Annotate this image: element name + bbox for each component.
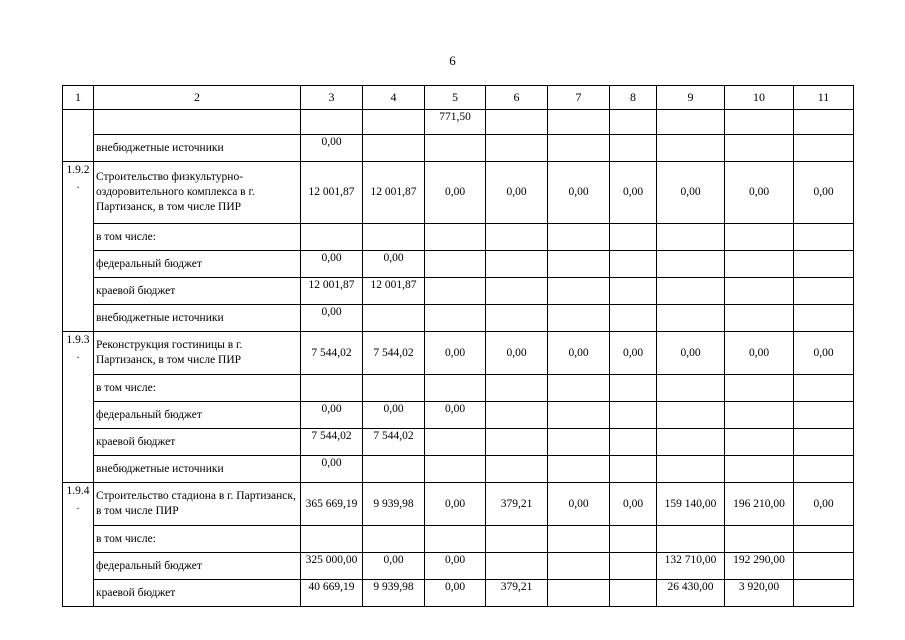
column-number: 10	[725, 86, 794, 110]
value-cell	[548, 251, 610, 278]
column-number: 7	[548, 86, 610, 110]
value-cell	[657, 526, 725, 553]
value-cell	[425, 526, 486, 553]
table-row	[63, 224, 854, 251]
value-cell: 0,00	[425, 332, 486, 375]
value-cell	[725, 456, 794, 483]
value-cell	[363, 224, 425, 251]
value-cell: 7 544,02	[301, 332, 363, 375]
column-number: 11	[794, 86, 854, 110]
value-cell: 0,00	[486, 162, 548, 224]
column-number: 8	[610, 86, 657, 110]
value-cell	[301, 224, 363, 251]
value-cell: 0,00	[794, 483, 854, 526]
project-row	[63, 483, 854, 526]
column-number: 3	[301, 86, 363, 110]
value-cell	[794, 456, 854, 483]
value-cell	[548, 110, 610, 135]
value-cell	[486, 375, 548, 402]
value-cell: 9 939,98	[363, 580, 425, 607]
value-cell	[794, 224, 854, 251]
funding-source-name: внебюджетные источники	[94, 135, 301, 162]
value-cell	[425, 456, 486, 483]
value-cell	[725, 224, 794, 251]
value-cell	[657, 456, 725, 483]
value-cell: 12 001,87	[363, 278, 425, 305]
value-cell	[725, 375, 794, 402]
column-number-row	[63, 86, 854, 110]
value-cell: 379,21	[486, 580, 548, 607]
value-cell	[794, 135, 854, 162]
value-cell: 0,00	[486, 332, 548, 375]
value-cell: 3 920,00	[725, 580, 794, 607]
value-cell: 12 001,87	[301, 278, 363, 305]
value-cell: 0,00	[794, 332, 854, 375]
value-cell	[657, 110, 725, 135]
table-row	[63, 402, 854, 429]
table-row	[63, 135, 854, 162]
funding-source-name: внебюджетные источники	[94, 456, 301, 483]
table-row	[63, 375, 854, 402]
value-cell	[610, 135, 657, 162]
value-cell	[610, 251, 657, 278]
funding-source-name: федеральный бюджет	[94, 251, 301, 278]
value-cell	[301, 110, 363, 135]
value-cell: 0,00	[610, 162, 657, 224]
value-cell	[725, 305, 794, 332]
value-cell	[548, 580, 610, 607]
table-row	[63, 456, 854, 483]
value-cell	[657, 251, 725, 278]
funding-source-name	[94, 110, 301, 135]
value-cell	[725, 135, 794, 162]
value-cell: 0,00	[425, 402, 486, 429]
funding-source-name: внебюджетные источники	[94, 305, 301, 332]
value-cell	[548, 278, 610, 305]
value-cell	[425, 224, 486, 251]
value-cell: 0,00	[363, 553, 425, 580]
table-row	[63, 526, 854, 553]
value-cell	[486, 110, 548, 135]
value-cell: 379,21	[486, 483, 548, 526]
value-cell	[610, 305, 657, 332]
budget-table	[62, 85, 854, 607]
value-cell	[610, 110, 657, 135]
value-cell	[794, 251, 854, 278]
table-row	[63, 251, 854, 278]
value-cell	[610, 429, 657, 456]
row-code	[63, 110, 94, 162]
column-number: 9	[657, 86, 725, 110]
value-cell: 0,00	[610, 483, 657, 526]
value-cell	[363, 456, 425, 483]
value-cell: 12 001,87	[301, 162, 363, 224]
value-cell	[794, 375, 854, 402]
value-cell	[657, 135, 725, 162]
column-number: 6	[486, 86, 548, 110]
value-cell	[548, 402, 610, 429]
value-cell	[486, 305, 548, 332]
row-code: 1.9.4 .	[63, 483, 94, 607]
value-cell: 0,00	[425, 162, 486, 224]
project-name: Строительство стадиона в г. Партизанск, в том числе ПИР	[94, 483, 301, 526]
value-cell: 0,00	[363, 402, 425, 429]
value-cell: 0,00	[301, 305, 363, 332]
value-cell: 0,00	[425, 553, 486, 580]
value-cell: 192 290,00	[725, 553, 794, 580]
value-cell	[425, 305, 486, 332]
value-cell	[425, 429, 486, 456]
value-cell: 0,00	[794, 162, 854, 224]
value-cell: 0,00	[657, 162, 725, 224]
value-cell	[486, 224, 548, 251]
value-cell	[425, 251, 486, 278]
funding-source-name: федеральный бюджет	[94, 553, 301, 580]
value-cell	[610, 456, 657, 483]
value-cell	[548, 135, 610, 162]
funding-source-name: в том числе:	[94, 224, 301, 251]
value-cell	[610, 224, 657, 251]
table-body	[63, 86, 854, 607]
value-cell: 0,00	[301, 135, 363, 162]
value-cell	[548, 224, 610, 251]
table-row	[63, 553, 854, 580]
row-code: 1.9.2 .	[63, 162, 94, 332]
value-cell	[301, 375, 363, 402]
funding-source-name: краевой бюджет	[94, 429, 301, 456]
value-cell	[486, 429, 548, 456]
value-cell: 40 669,19	[301, 580, 363, 607]
value-cell: 0,00	[548, 332, 610, 375]
value-cell	[794, 429, 854, 456]
value-cell: 0,00	[548, 162, 610, 224]
value-cell: 0,00	[548, 483, 610, 526]
value-cell	[794, 110, 854, 135]
value-cell: 0,00	[301, 251, 363, 278]
value-cell	[794, 402, 854, 429]
value-cell: 132 710,00	[657, 553, 725, 580]
value-cell	[610, 553, 657, 580]
value-cell	[425, 135, 486, 162]
value-cell	[657, 224, 725, 251]
value-cell: 365 669,19	[301, 483, 363, 526]
table-row	[63, 580, 854, 607]
value-cell	[548, 429, 610, 456]
value-cell	[363, 110, 425, 135]
value-cell	[657, 305, 725, 332]
column-number: 2	[94, 86, 301, 110]
value-cell	[548, 526, 610, 553]
value-cell	[548, 375, 610, 402]
value-cell: 0,00	[301, 456, 363, 483]
column-number: 4	[363, 86, 425, 110]
value-cell	[725, 278, 794, 305]
project-row	[63, 162, 854, 224]
funding-source-name: федеральный бюджет	[94, 402, 301, 429]
value-cell: 0,00	[610, 332, 657, 375]
value-cell	[657, 429, 725, 456]
value-cell	[794, 580, 854, 607]
table-row	[63, 305, 854, 332]
value-cell	[794, 526, 854, 553]
value-cell	[548, 456, 610, 483]
funding-source-name: краевой бюджет	[94, 278, 301, 305]
value-cell	[548, 305, 610, 332]
value-cell	[610, 375, 657, 402]
value-cell: 7 544,02	[301, 429, 363, 456]
value-cell	[363, 135, 425, 162]
value-cell: 12 001,87	[363, 162, 425, 224]
project-row	[63, 332, 854, 375]
value-cell: 196 210,00	[725, 483, 794, 526]
value-cell	[425, 375, 486, 402]
value-cell	[657, 375, 725, 402]
value-cell	[794, 305, 854, 332]
value-cell: 26 430,00	[657, 580, 725, 607]
value-cell: 325 000,00	[301, 553, 363, 580]
value-cell	[486, 135, 548, 162]
value-cell: 0,00	[425, 580, 486, 607]
funding-source-name: в том числе:	[94, 375, 301, 402]
value-cell	[657, 402, 725, 429]
value-cell	[548, 553, 610, 580]
value-cell	[610, 526, 657, 553]
table-row	[63, 110, 854, 135]
row-code: 1.9.3 .	[63, 332, 94, 483]
funding-source-name: в том числе:	[94, 526, 301, 553]
value-cell	[657, 278, 725, 305]
value-cell: 0,00	[725, 332, 794, 375]
value-cell	[486, 526, 548, 553]
value-cell	[794, 553, 854, 580]
value-cell	[363, 375, 425, 402]
value-cell	[486, 456, 548, 483]
funding-source-name: краевой бюджет	[94, 580, 301, 607]
value-cell: 0,00	[301, 402, 363, 429]
value-cell: 7 544,02	[363, 332, 425, 375]
value-cell: 0,00	[363, 251, 425, 278]
value-cell	[794, 278, 854, 305]
value-cell	[610, 580, 657, 607]
value-cell	[363, 305, 425, 332]
value-cell	[425, 278, 486, 305]
value-cell	[725, 429, 794, 456]
project-name: Строительство физкультурно-оздоровительного комплекса в г. Партизанск, в том числе ПИР	[94, 162, 301, 224]
value-cell	[725, 402, 794, 429]
value-cell	[363, 526, 425, 553]
value-cell	[725, 526, 794, 553]
value-cell	[610, 402, 657, 429]
value-cell	[301, 526, 363, 553]
value-cell: 0,00	[425, 483, 486, 526]
value-cell	[486, 553, 548, 580]
value-cell	[486, 251, 548, 278]
value-cell	[486, 402, 548, 429]
value-cell: 0,00	[657, 332, 725, 375]
value-cell: 159 140,00	[657, 483, 725, 526]
value-cell: 9 939,98	[363, 483, 425, 526]
value-cell	[486, 278, 548, 305]
page-number: 6	[449, 53, 456, 68]
column-number: 5	[425, 86, 486, 110]
column-number: 1	[63, 86, 94, 110]
table-row	[63, 429, 854, 456]
table-row	[63, 278, 854, 305]
value-cell	[725, 110, 794, 135]
project-name: Реконструкция гостиницы в г. Партизанск, в том числе ПИР	[94, 332, 301, 375]
value-cell: 771,50	[425, 110, 486, 135]
value-cell	[610, 278, 657, 305]
value-cell	[725, 251, 794, 278]
value-cell: 7 544,02	[363, 429, 425, 456]
value-cell: 0,00	[725, 162, 794, 224]
